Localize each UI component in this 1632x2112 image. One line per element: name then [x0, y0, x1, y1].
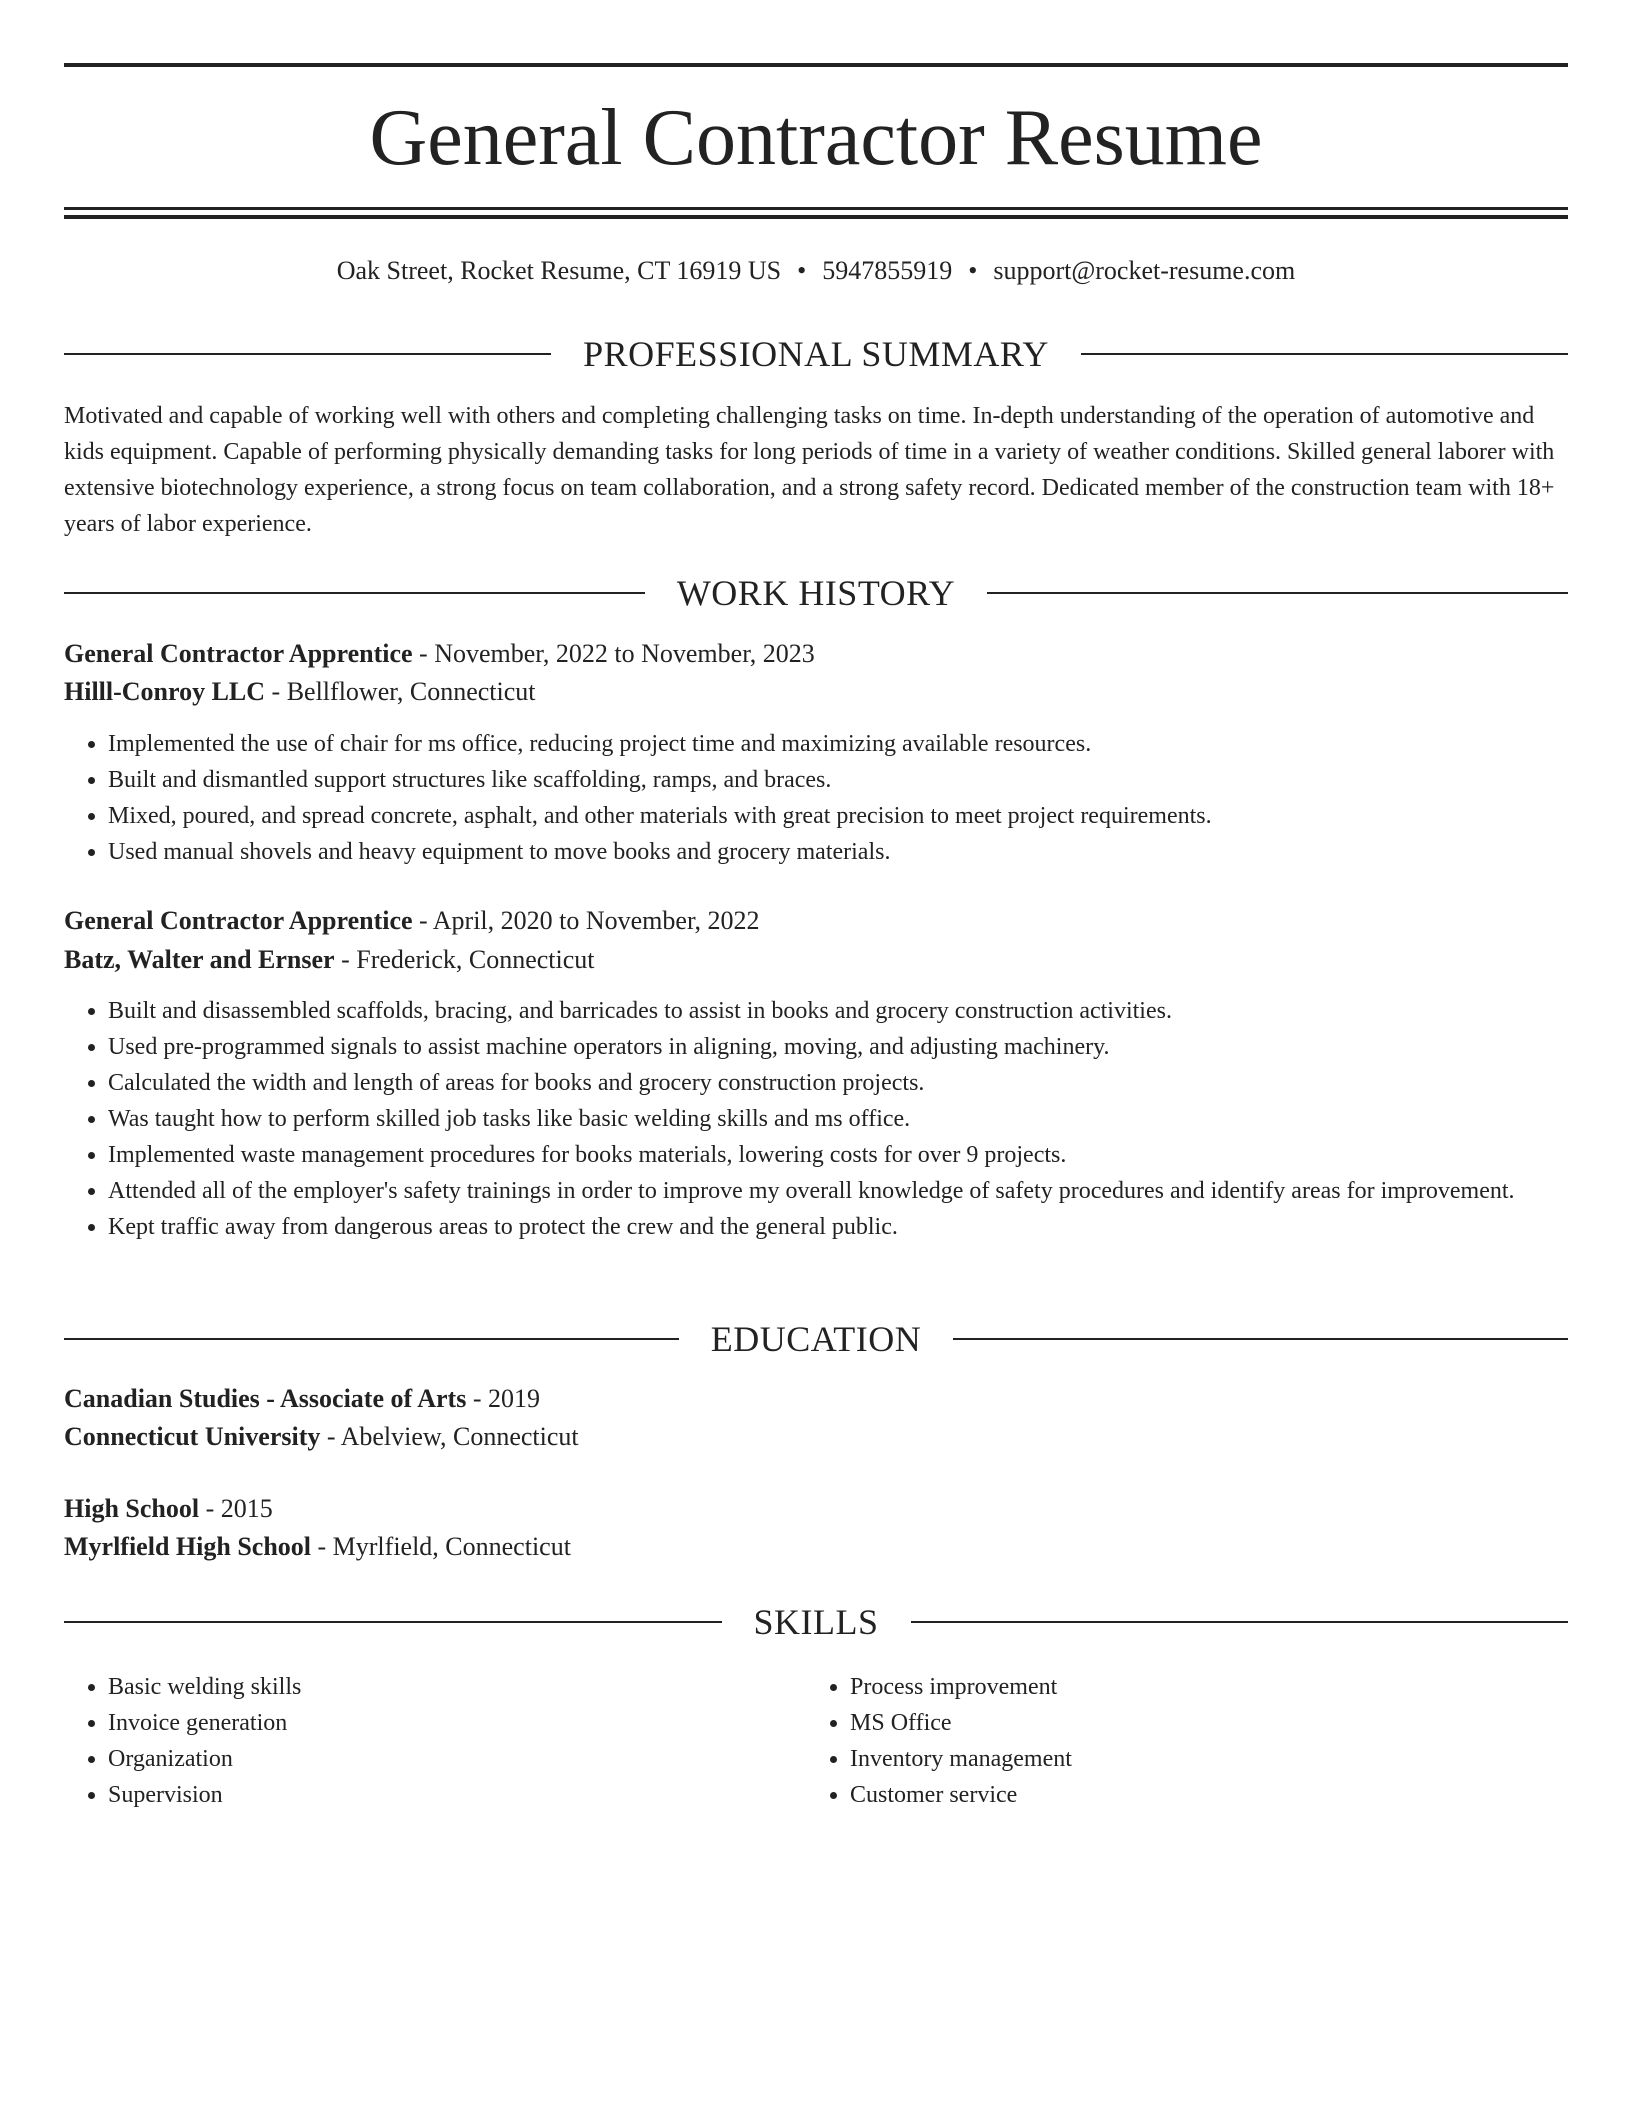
- edu-1-degree-line: [64, 1381, 1568, 1417]
- job-2-title-line: [64, 903, 1568, 939]
- section-rule-right: [953, 1338, 1568, 1340]
- summary-text: Motivated and capable of working well with others and completing challenging tasks on time. In-depth understanding of the operation of automotive and kids equipment. Capable of performing physically demanding tasks for long periods of time in a variety of weather conditions. Skilled general laborer with extensive biotechnology experience, a strong focus on team collaboration, and a strong safety record. Dedicated member of the construction team with 18+ years of labor experience.: [64, 403, 1555, 537]
- list-item: • Process improvement: [850, 1669, 1506, 1705]
- list-item: • Supervision: [108, 1777, 764, 1813]
- list-item: • Attended all of the employer's safety trainings in order to improve my overall knowledge of safety procedures and identify areas for improvement.: [108, 1173, 1568, 1209]
- edu-1-school: Connecticut University: [64, 1422, 321, 1451]
- section-title-education: EDUCATION: [710, 1319, 922, 1359]
- skills-list-left: [64, 1669, 764, 1813]
- list-item: • Calculated the width and length of areas for books and grocery construction projects.: [108, 1065, 1568, 1101]
- contact-phone: 5947855919: [822, 256, 953, 285]
- section-title-work: WORK HISTORY: [676, 573, 956, 613]
- contact-address: Oak Street, Rocket Resume, CT 16919 US: [336, 256, 782, 285]
- list-item: • Built and disassembled scaffolds, bracing, and barricades to assist in books and grocery construction activities.: [108, 993, 1568, 1029]
- list-item: • Invoice generation: [108, 1705, 764, 1741]
- skills-list-right: [806, 1669, 1506, 1813]
- edu-2-degree: High School: [64, 1494, 200, 1523]
- section-rule-right: [1081, 353, 1568, 355]
- list-item: • Built and dismantled support structures like scaffolding, ramps, and braces.: [108, 762, 1568, 798]
- list-item: • Used manual shovels and heavy equipment to move books and grocery materials.: [108, 834, 1568, 870]
- job-1-company-line: [64, 674, 1568, 710]
- list-item: • MS Office: [850, 1705, 1506, 1741]
- edu-1-year: - 2019: [466, 1384, 540, 1413]
- list-item: • Was taught how to perform skilled job tasks like basic welding skills and ms office.: [108, 1101, 1568, 1137]
- edu-2-school: Myrlfield High School: [64, 1532, 311, 1561]
- list-item: • Inventory management: [850, 1741, 1506, 1777]
- contact-separator: •: [968, 256, 978, 285]
- job-1-title: General Contractor Apprentice: [64, 639, 413, 668]
- section-heading-education: [64, 1317, 1568, 1361]
- list-item: • Used pre-programmed signals to assist machine operators in aligning, moving, and adjusting machinery.: [108, 1029, 1568, 1065]
- section-rule-right: [911, 1621, 1569, 1623]
- header-top-rule: [64, 63, 1568, 67]
- section-rule-left: [64, 353, 551, 355]
- section-rule-left: [64, 592, 645, 594]
- edu-2-location: - Myrlfield, Connecticut: [311, 1532, 571, 1561]
- edu-1-degree: Canadian Studies - Associate of Arts: [64, 1384, 467, 1413]
- page-title: General Contractor Resume: [369, 94, 1263, 182]
- section-heading-skills: [64, 1600, 1568, 1644]
- edu-1-school-line: [64, 1419, 1568, 1455]
- job-1-company: Hilll-Conroy LLC: [64, 677, 266, 706]
- list-item: • Implemented waste management procedures for books materials, lowering costs for over 9 projects.: [108, 1137, 1568, 1173]
- header-bottom-rule-2: [64, 215, 1568, 219]
- contact-info: [64, 253, 1568, 289]
- list-item: • Mixed, poured, and spread concrete, asphalt, and other materials with great precision to meet project requirements.: [108, 798, 1568, 834]
- contact-separator: •: [797, 256, 807, 285]
- section-title-skills: SKILLS: [753, 1602, 879, 1642]
- edu-2-school-line: [64, 1529, 1568, 1565]
- job-1-bullets: [64, 726, 1568, 870]
- list-item: • Kept traffic away from dangerous areas to protect the crew and the general public.: [108, 1209, 1568, 1245]
- job-1-dates: - November, 2022 to November, 2023: [412, 639, 815, 668]
- list-item: • Organization: [108, 1741, 764, 1777]
- job-2-dates: - April, 2020 to November, 2022: [412, 906, 760, 935]
- list-item: • Implemented the use of chair for ms office, reducing project time and maximizing available resources.: [108, 726, 1568, 762]
- job-2-company: Batz, Walter and Ernser: [64, 945, 335, 974]
- job-1-location: - Bellflower, Connecticut: [265, 677, 536, 706]
- section-rule-right: [987, 592, 1568, 594]
- contact-email: support@rocket-resume.com: [993, 256, 1296, 285]
- job-2-location: - Frederick, Connecticut: [334, 945, 595, 974]
- edu-1-location: - Abelview, Connecticut: [320, 1422, 579, 1451]
- section-rule-left: [64, 1338, 679, 1340]
- section-rule-left: [64, 1621, 722, 1623]
- section-title-summary: PROFESSIONAL SUMMARY: [583, 334, 1049, 374]
- section-heading-summary: [64, 332, 1568, 376]
- job-1-title-line: [64, 636, 1568, 672]
- header-bottom-rule-1: [64, 207, 1568, 210]
- list-item: • Basic welding skills: [108, 1669, 764, 1705]
- edu-2-year: - 2015: [199, 1494, 273, 1523]
- job-2-title: General Contractor Apprentice: [64, 906, 413, 935]
- edu-2-degree-line: [64, 1491, 1568, 1527]
- job-2-bullets: [64, 993, 1568, 1245]
- list-item: • Customer service: [850, 1777, 1506, 1813]
- section-heading-work: [64, 571, 1568, 615]
- job-2-company-line: [64, 942, 1568, 978]
